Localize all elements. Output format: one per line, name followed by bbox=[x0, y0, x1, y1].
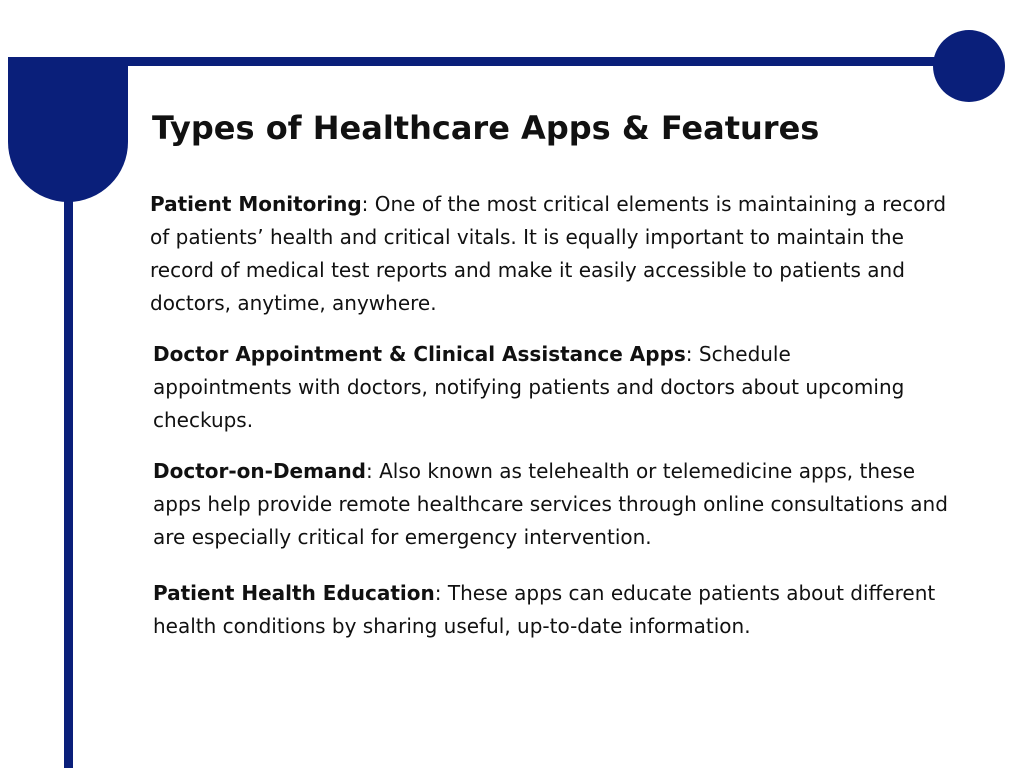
accent-circle bbox=[933, 30, 1005, 102]
vertical-accent-line bbox=[64, 195, 73, 768]
section-patient-monitoring bbox=[150, 188, 960, 320]
section-heading: Doctor Appointment & Clinical Assistance Apps bbox=[153, 342, 686, 366]
slide-title: Types of Healthcare Apps & Features bbox=[152, 109, 820, 147]
section-heading: Patient Monitoring bbox=[150, 192, 362, 216]
section-text: : Schedule appointments with doctors, notifying patients and doctors about upcoming checkups. bbox=[153, 342, 905, 432]
section-text: : Also known as telehealth or telemedicine apps, these apps help provide remote healthcare services through online consultations and are especially critical for emergency intervention. bbox=[153, 459, 948, 549]
section-heading: Doctor-on-Demand bbox=[153, 459, 366, 483]
section-heading: Patient Health Education bbox=[153, 581, 435, 605]
section-doctor-on-demand bbox=[153, 455, 953, 554]
top-accent-line bbox=[8, 57, 970, 66]
section-text: : These apps can educate patients about different health conditions by sharing useful, up-to-date information. bbox=[153, 581, 936, 638]
accent-tab-block bbox=[8, 57, 128, 202]
section-text: : One of the most critical elements is maintaining a record of patients’ health and critical vitals. It is equally important to maintain the record of medical test reports and make it easily accessible to patients and doctors, anytime, anywhere. bbox=[150, 192, 947, 315]
section-patient-health-education bbox=[153, 577, 953, 643]
section-doctor-appointment bbox=[153, 338, 933, 437]
